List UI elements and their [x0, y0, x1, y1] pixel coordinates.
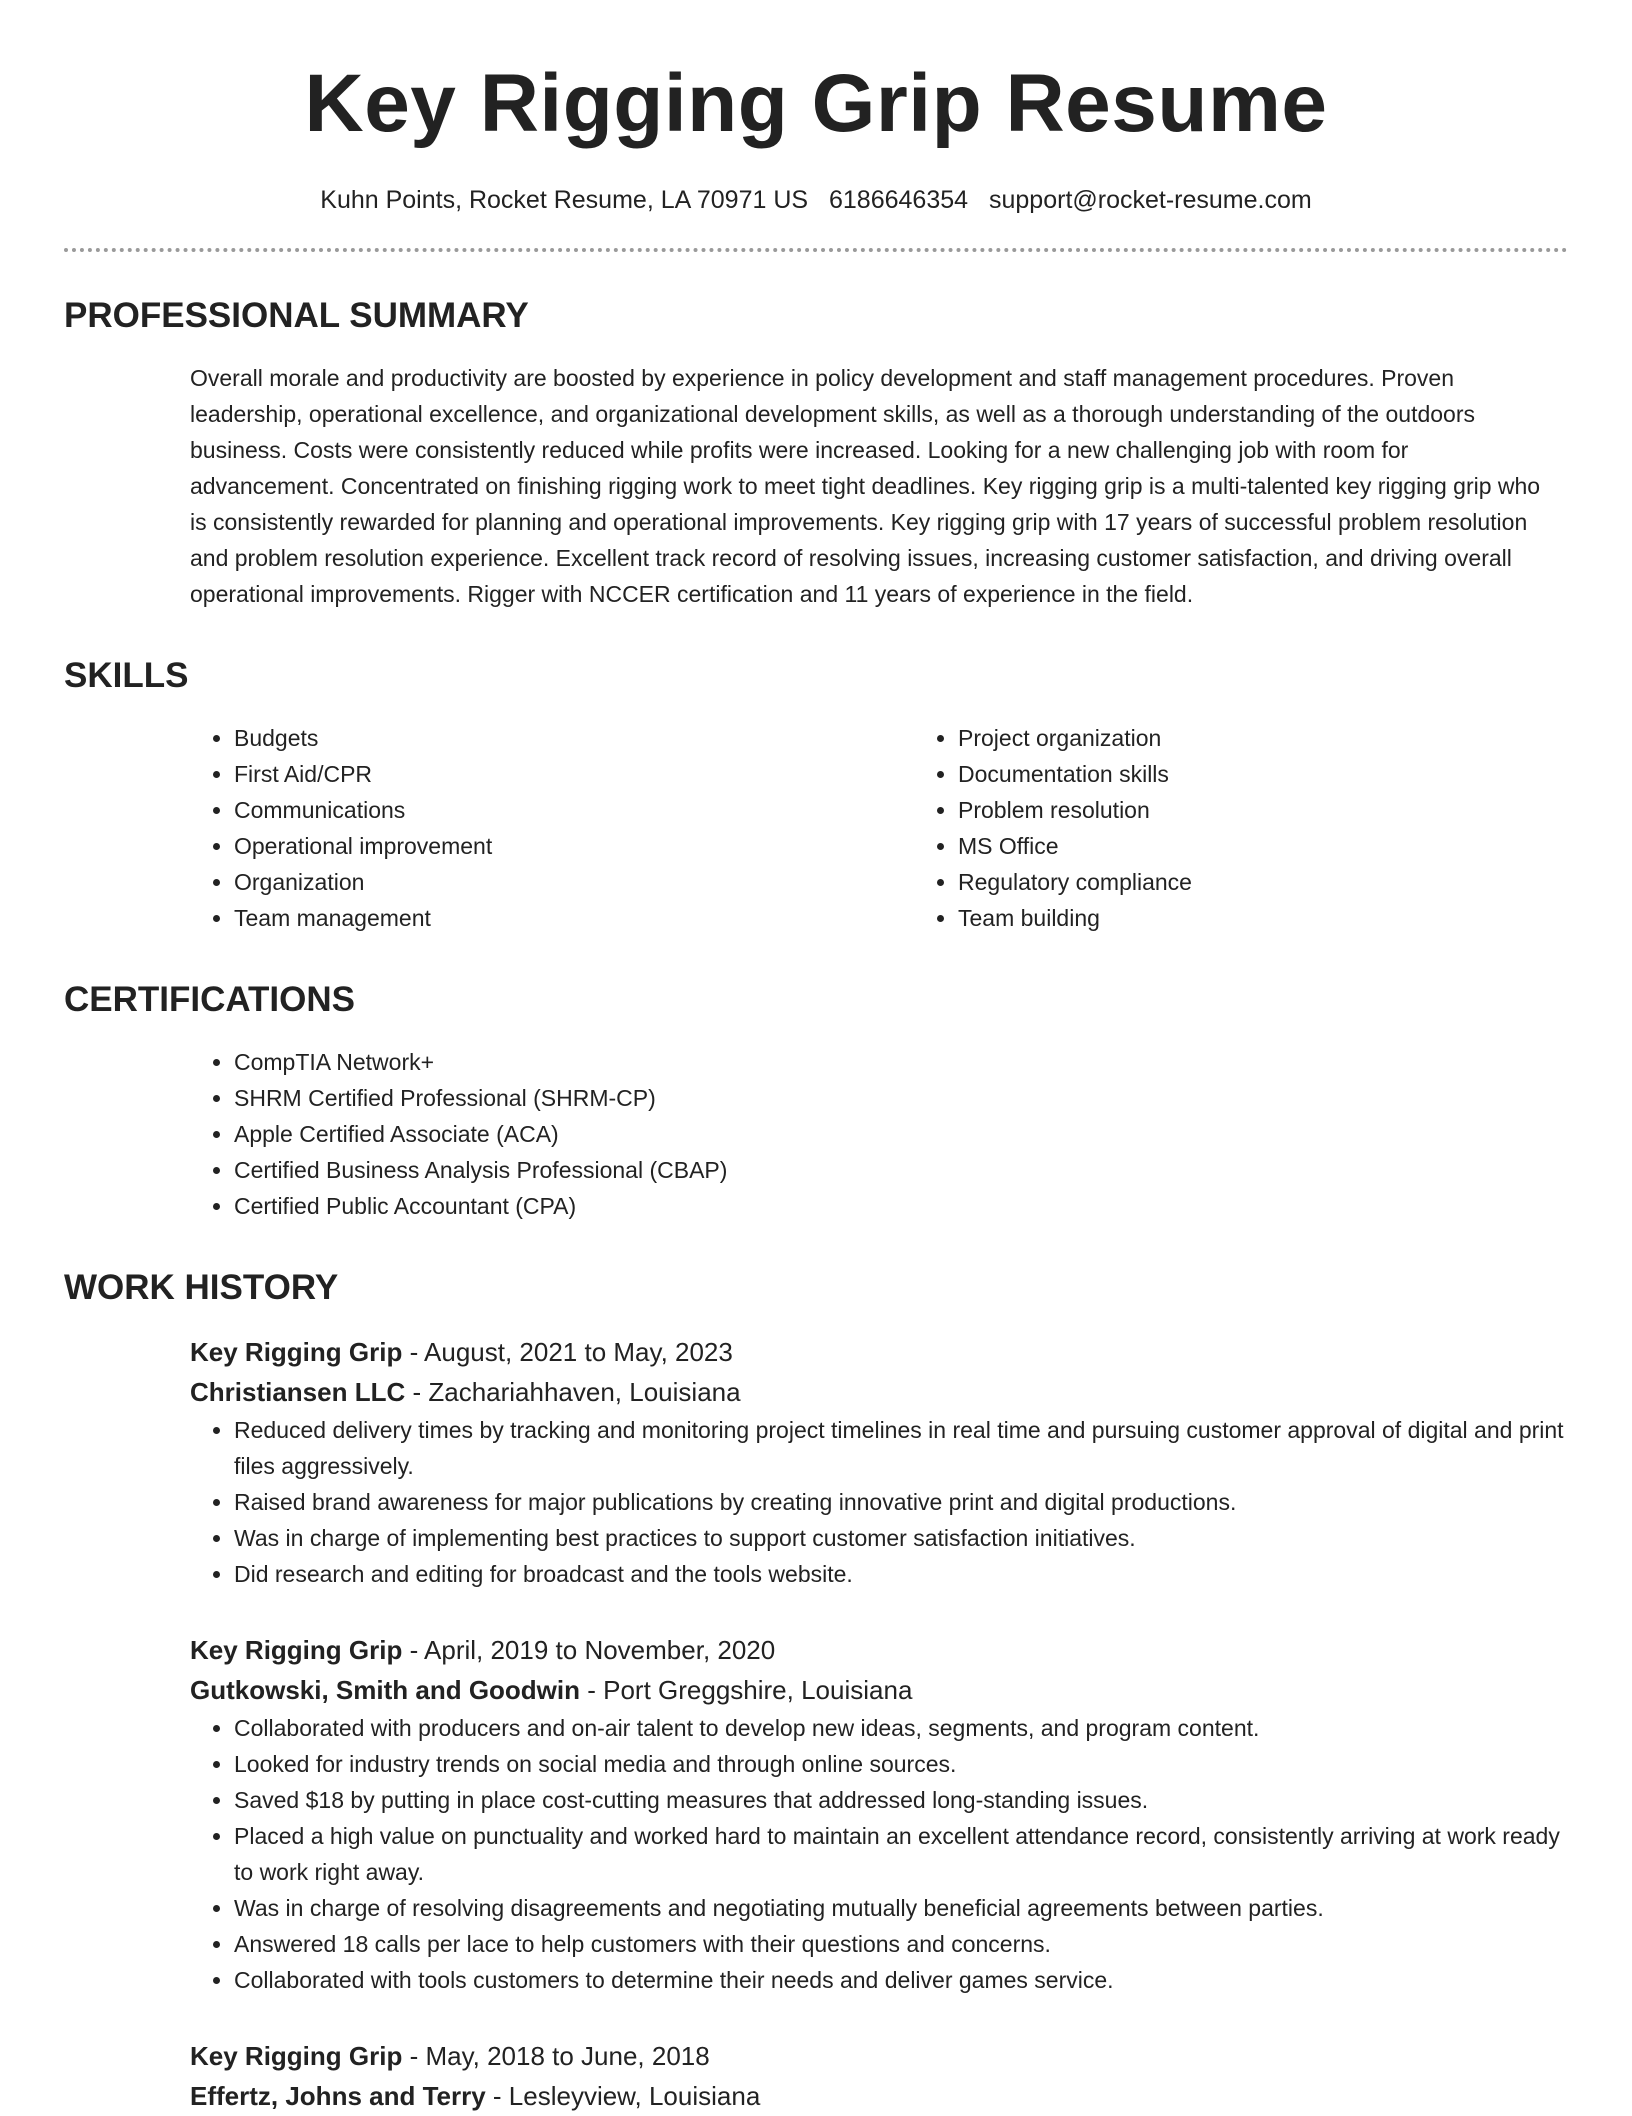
job-bullet: • Answered 18 calls per lace to help customers with their questions and concerns.: [234, 1926, 1568, 1962]
contact-email: support@rocket-resume.com: [989, 186, 1312, 214]
job-bullet: • Was in charge of implementing best practices to support customer satisfaction initiatives.: [234, 1520, 1568, 1556]
job-bullets: [190, 1710, 1568, 1998]
job-dates: - August, 2021 to May, 2023: [402, 1337, 733, 1367]
skill-item: • Organization: [234, 864, 914, 900]
job-company-line: [190, 2076, 1568, 2116]
job-bullet: • Reduced delivery times by tracking and monitoring project timelines in real time and pursuing customer approval of digital and print files aggressively.: [234, 1412, 1568, 1484]
job-entry: [190, 2036, 1568, 2116]
job-bullet: • Did research and editing for broadcast and the tools website.: [234, 1556, 1568, 1592]
job-bullet: • Raised brand awareness for major publications by creating innovative print and digital productions.: [234, 1484, 1568, 1520]
skill-item: • Operational improvement: [234, 828, 914, 864]
summary-heading: PROFESSIONAL SUMMARY: [64, 296, 529, 335]
job-company-line: [190, 1670, 1568, 1710]
job-entry: [190, 1332, 1568, 1592]
job-location: - Lesleyview, Louisiana: [485, 2081, 761, 2111]
job-bullets: [190, 1412, 1568, 1592]
contact-line: [64, 184, 1568, 216]
job-company: Gutkowski, Smith and Goodwin: [190, 1675, 581, 1705]
skill-item: • MS Office: [958, 828, 1568, 864]
work-history-section: [64, 1268, 1568, 2116]
skill-item: • Team management: [234, 900, 914, 936]
resume-header: [64, 0, 1568, 216]
certification-item: • Apple Certified Associate (ACA): [234, 1116, 1568, 1152]
skill-item: • Team building: [958, 900, 1568, 936]
certification-item: • Certified Business Analysis Professional (CBAP): [234, 1152, 1568, 1188]
job-bullet: • Was in charge of resolving disagreements and negotiating mutually beneficial agreements between parties.: [234, 1890, 1568, 1926]
job-role: Key Rigging Grip: [190, 1337, 403, 1367]
skills-heading: SKILLS: [64, 656, 189, 695]
contact-address: Kuhn Points, Rocket Resume, LA 70971 US: [320, 186, 809, 214]
work-history-heading: WORK HISTORY: [64, 1268, 339, 1307]
summary-text: Overall morale and productivity are boosted by experience in policy development and staff management procedures. Proven leadership, operational excellence, and organizational development skills, as well as a thorough understanding of the outdoors business. Costs were consistently reduced while profits were increased. Looking for a new challenging job with room for advancement. Concentrated on finishing rigging work to meet tight deadlines. Key rigging grip is a multi-talented key rigging grip who is consistently rewarded for planning and operational improvements. Key rigging grip with 17 years of successful problem resolution and problem resolution experience. Excellent track record of resolving issues, increasing customer satisfaction, and driving overall operational improvements. Rigger with NCCER certification and 11 years of experience in the field.: [190, 365, 1541, 607]
skill-item: • Documentation skills: [958, 756, 1568, 792]
job-location: - Port Greggshire, Louisiana: [580, 1675, 913, 1705]
job-location: - Zachariahhaven, Louisiana: [405, 1377, 741, 1407]
certification-item: • CompTIA Network+: [234, 1044, 1568, 1080]
job-dates: - May, 2018 to June, 2018: [402, 2041, 710, 2071]
job-entry: [190, 1630, 1568, 1998]
skill-item: • First Aid/CPR: [234, 756, 914, 792]
resume-title: Key Rigging Grip Resume: [304, 58, 1328, 149]
certifications-section: [64, 980, 1568, 1224]
job-role: Key Rigging Grip: [190, 1635, 403, 1665]
skill-item: • Budgets: [234, 720, 914, 756]
skill-item: • Project organization: [958, 720, 1568, 756]
job-bullet: • Collaborated with tools customers to determine their needs and deliver games service.: [234, 1962, 1568, 1998]
skill-item: • Communications: [234, 792, 914, 828]
job-title-line: [190, 2036, 1568, 2076]
job-company: Effertz, Johns and Terry: [190, 2081, 486, 2111]
certifications-heading: CERTIFICATIONS: [64, 980, 356, 1019]
job-company-line: [190, 1372, 1568, 1412]
skill-item: • Regulatory compliance: [958, 864, 1568, 900]
certification-item: • Certified Public Accountant (CPA): [234, 1188, 1568, 1224]
certifications-list: [190, 1044, 1568, 1224]
job-dates: - April, 2019 to November, 2020: [402, 1635, 776, 1665]
job-bullet: • Looked for industry trends on social media and through online sources.: [234, 1746, 1568, 1782]
header-divider: [64, 248, 1568, 252]
job-role: Key Rigging Grip: [190, 2041, 403, 2071]
job-bullet: • Saved $18 by putting in place cost-cutting measures that addressed long-standing issues.: [234, 1782, 1568, 1818]
job-bullet: • Placed a high value on punctuality and worked hard to maintain an excellent attendance record, consistently arriving at work ready to work right away.: [234, 1818, 1568, 1890]
skills-right-list: [914, 720, 1568, 936]
job-company: Christiansen LLC: [190, 1377, 406, 1407]
skills-section: [64, 656, 1568, 936]
job-title-line: [190, 1332, 1568, 1372]
skills-left-list: [190, 720, 914, 936]
job-bullet: • Collaborated with producers and on-air talent to develop new ideas, segments, and program content.: [234, 1710, 1568, 1746]
summary-section: [64, 296, 1568, 612]
skill-item: • Problem resolution: [958, 792, 1568, 828]
job-title-line: [190, 1630, 1568, 1670]
skills-grid: [190, 720, 1568, 936]
contact-phone: 6186646354: [829, 186, 969, 214]
certification-item: • SHRM Certified Professional (SHRM-CP): [234, 1080, 1568, 1116]
